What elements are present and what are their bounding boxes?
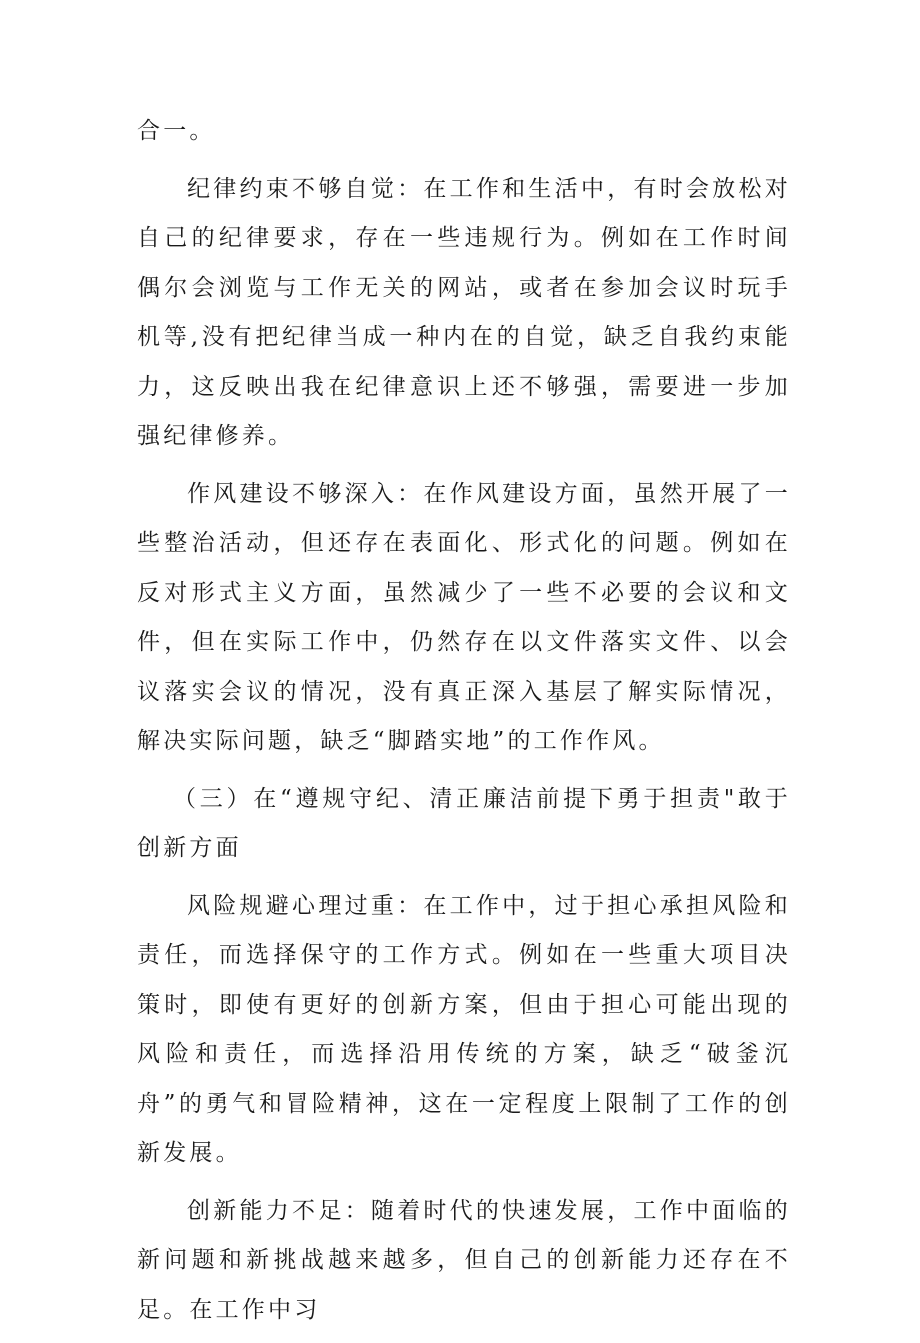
paragraph-work-style: 作风建设不够深入：在作风建设方面，虽然开展了一些整治活动，但还存在表面化、形式化的问题。例如在反对形式主义方面，虽然减少了一些不必要的会议和文件，但在实际工作中，仍然存在以文件落实文件、以会议落实会议的情况，没有真正深入基层了解实际情况，解决实际问题，缺乏“脚踏实地”的工作作风。 [137, 480, 791, 754]
paragraph-discipline: 纪律约束不够自觉：在工作和生活中，有时会放松对自己的纪律要求，存在一些违规行为。例如在工作时间偶尔会浏览与工作无关的网站，或者在参加会议时玩手机等,没有把纪律当成一种内在的自觉，缺乏自我约束能力，这反映出我在纪律意识上还不够强，需要进一步加强纪律修养。 [137, 175, 791, 449]
paragraph-risk-avoidance: 风险规避心理过重：在工作中，过于担心承担风险和责任，而选择保守的工作方式。例如在一些重大项目决策时，即使有更好的创新方案，但由于担心可能出现的风险和责任，而选择沿用传统的方案，缺乏“破釜沉舟”的勇气和冒险精神，这在一定程度上限制了工作的创新发展。 [137, 892, 791, 1166]
paragraph-innovation: 创新能力不足：随着时代的快速发展，工作中面临的新问题和新挑战越来越多，但自己的创新能力还存在不足。在工作中习 [137, 1197, 791, 1323]
document-body [137, 107, 791, 1343]
paragraph-continued: 合一。 [137, 118, 216, 144]
section-heading-three: （三）在“遵规守纪、清正廉洁前提下勇于担责"敢于创新方面 [137, 785, 791, 861]
